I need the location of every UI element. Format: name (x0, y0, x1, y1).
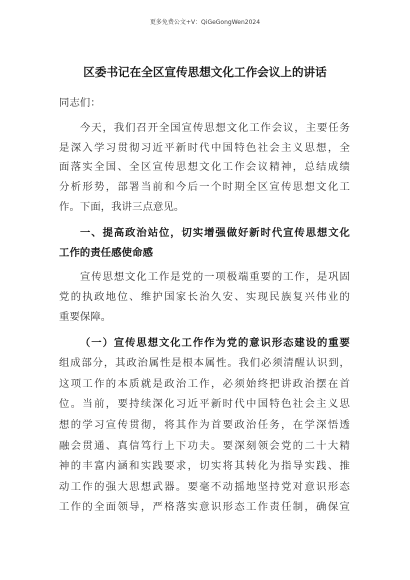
paragraph-line: 这项工作的本质就是政治工作，必须始终把讲政治摆在首 (59, 378, 350, 390)
paragraph-line: 位。当前，要持续深化习近平新时代中国特色社会主义思 (59, 398, 350, 410)
paragraph-line: 融会贯通、真信笃行上下功夫。要深刻领会党的二十大精 (59, 440, 350, 452)
paragraph-line: 重要保障。 (59, 311, 112, 323)
subsection-heading: （一）宣传思想文化工作作为党的意识形态建设的重要 (80, 337, 350, 349)
paragraph-line: 分析形势，部署当前和今后一个时期全区宣传思想文化工 (59, 181, 350, 193)
section-heading: 工作的责任感使命感 (59, 247, 154, 259)
paragraph-line: 是深入学习贯彻习近平新时代中国特色社会主义思想，全 (59, 142, 350, 154)
document-title: 区委书记在全区宣传思想文化工作会议上的讲话 (83, 65, 327, 79)
salutation: 同志们： (59, 97, 101, 109)
paragraph-line: 工作的全面领导，严格落实意识形态工作责任制，确保宣 (59, 501, 350, 513)
paragraph-line: 作。下面，我讲三点意见。 (59, 201, 185, 213)
paragraph-line: 动工作的强大思想武器。要毫不动摇地坚持党对意识形态 (59, 481, 350, 493)
paragraph-line: 今天，我们召开全国宣传思想文化工作会议，主要任务 (80, 122, 350, 134)
page-header: 更多免费公文+V：QiGeGongWen2024 (149, 19, 261, 26)
paragraph-line: 宣传思想文化工作是党的一项极端重要的工作，是巩固 (80, 271, 350, 283)
paragraph-line: 组成部分，其政治属性是根本属性。我们必须清醒认识到， (59, 357, 350, 369)
paragraph-line: 想的学习宣传贯彻，将其作为首要政治任务，在学深悟透 (59, 419, 350, 431)
paragraph-line: 面落实全国、全区宣传思想文化工作会议精神，总结成绩 (59, 161, 350, 173)
section-heading: 一、提高政治站位，切实增强做好新时代宣传思想文化 (80, 227, 350, 239)
paragraph-line: 党的执政地位、维护国家长治久安、实现民族复兴伟业的 (59, 291, 350, 303)
paragraph-line: 神的丰富内涵和实践要求，切实将其转化为指导实践、推 (59, 460, 350, 472)
